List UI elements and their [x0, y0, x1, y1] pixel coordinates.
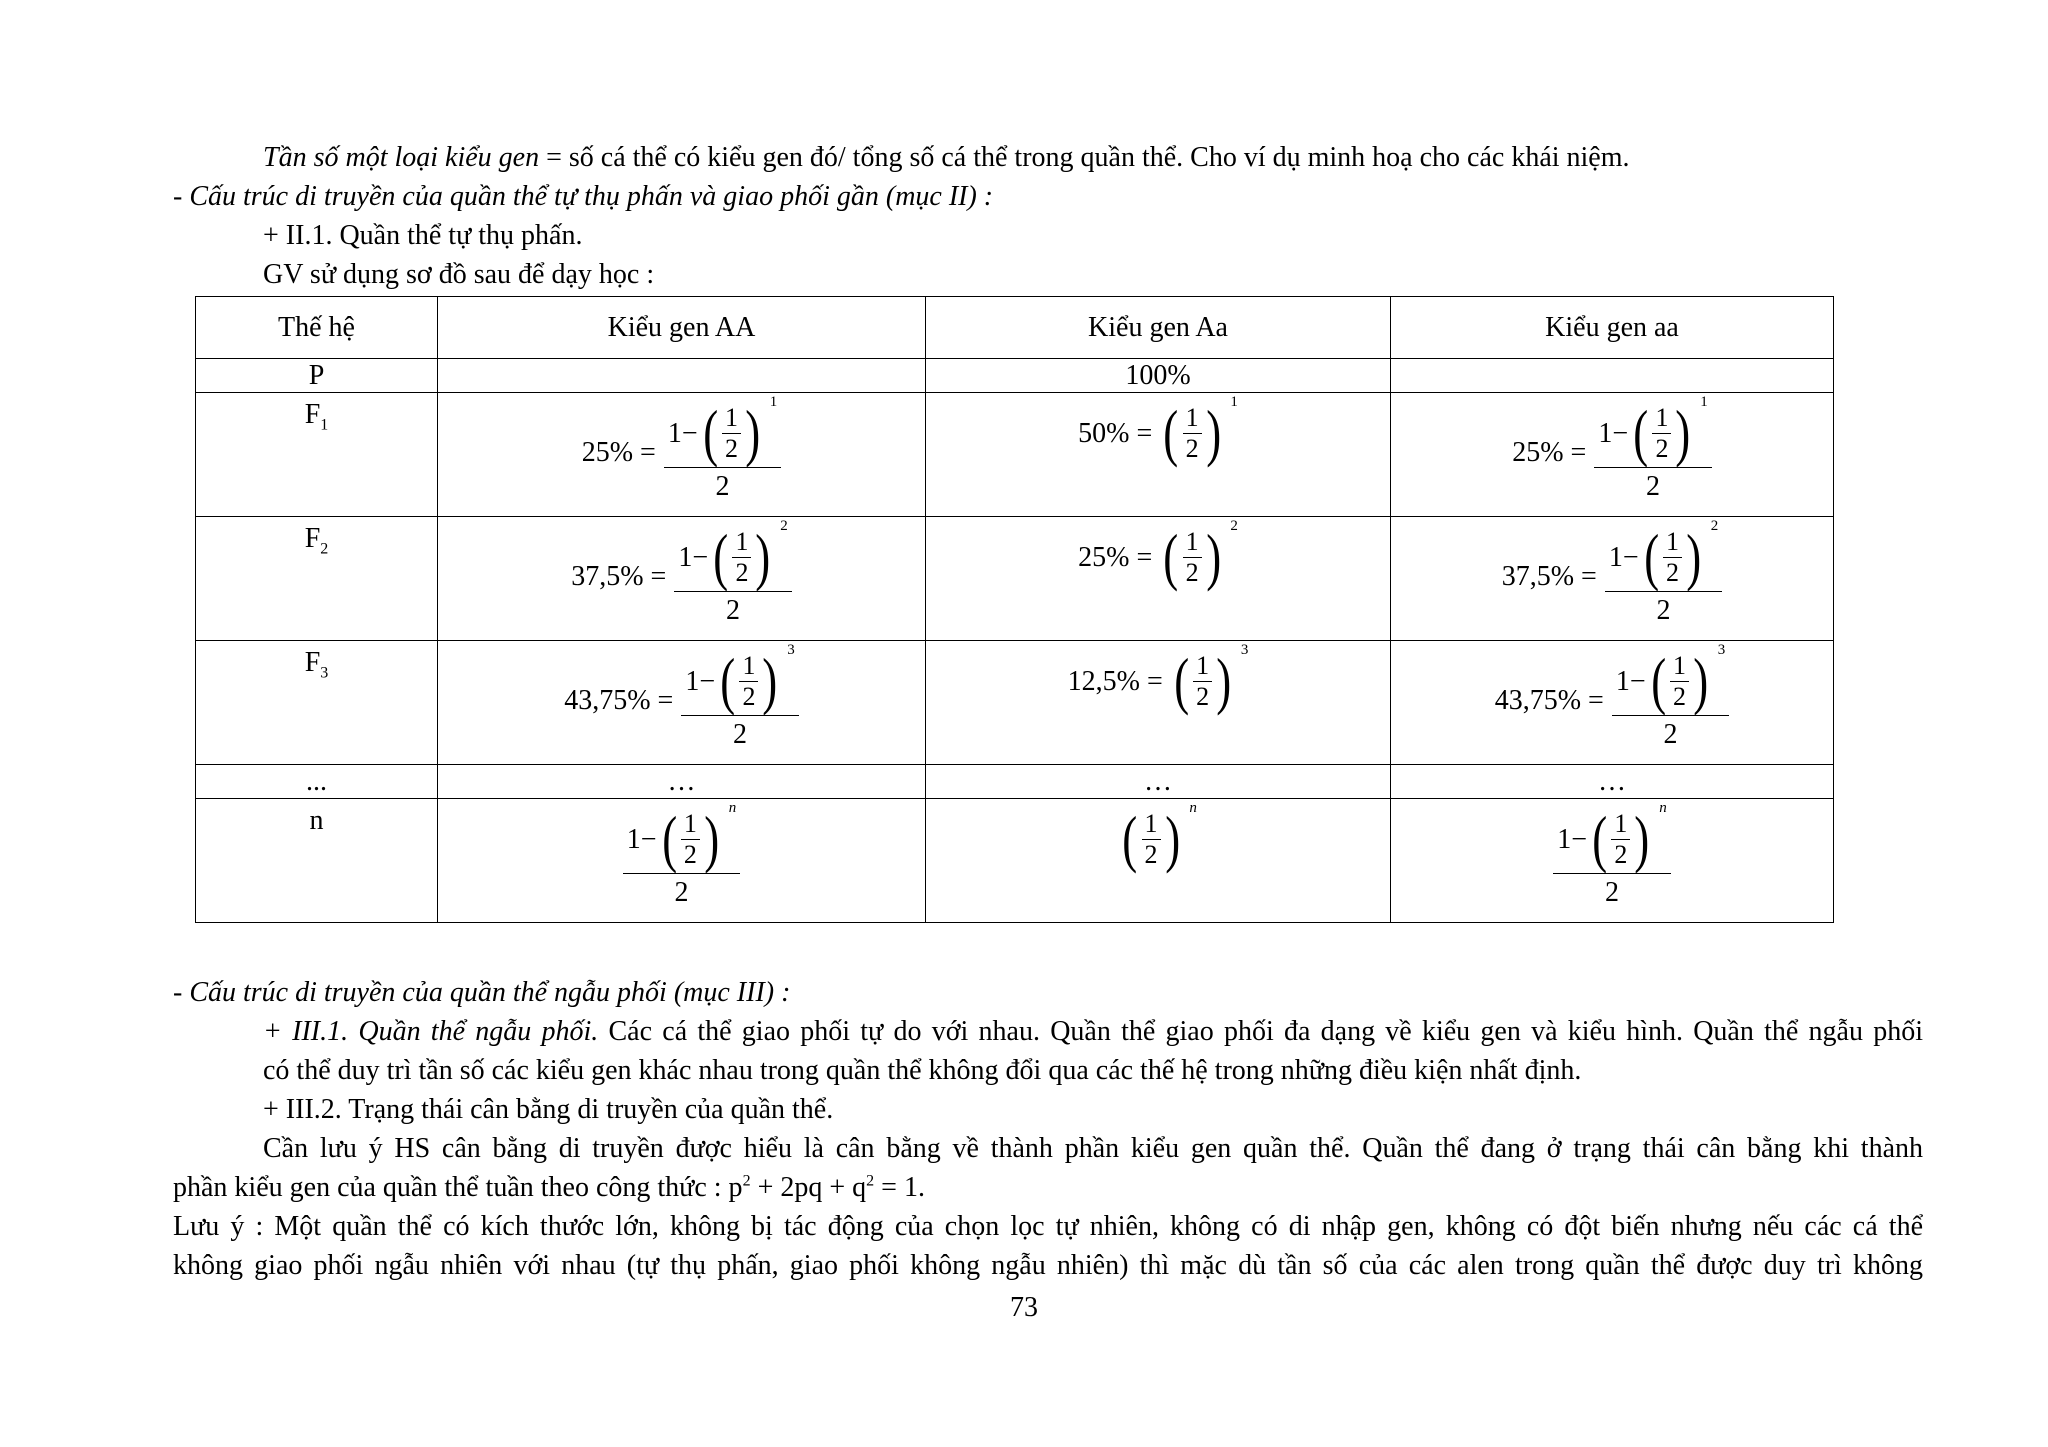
- formula: ( $\frac{1}{2}$ ) 2: [1163, 518, 1238, 592]
- table-row-n: [196, 799, 1834, 923]
- percentage: 25% =: [1512, 437, 1587, 468]
- percentage: 43,75% =: [564, 685, 674, 716]
- percentage: 37,5% =: [1501, 561, 1597, 592]
- subsection-selfing: + II.1. Quần thể tự thụ phấn.: [263, 220, 583, 251]
- formula: ( $\frac{1}{2}$ ) 1: [1163, 394, 1238, 468]
- generation-label: ...: [196, 765, 438, 799]
- formula: 1− ( $\frac{1}{2}$ ) 2 2: [1605, 525, 1722, 628]
- cell-aa: …: [1391, 765, 1834, 799]
- cell-AA: [438, 393, 926, 517]
- table-header-row: [196, 297, 1834, 359]
- table-row-f2: [196, 517, 1834, 641]
- formula: 1− ( $\frac{1}{2}$ ) n 2: [1553, 807, 1670, 910]
- teaching-note: GV sử dụng sơ đồ sau để dạy học :: [263, 259, 655, 290]
- section-heading-selfing: - Cấu trúc di truyền của quần thể tự thụ phấn và giao phối gần (mục II) :: [173, 181, 994, 212]
- generation-label: P: [196, 359, 438, 393]
- cell-aa: [1391, 393, 1834, 517]
- note-line-2: không giao phối ngẫu nhiên với nhau (tự thụ phấn, giao phối không ngẫu nhiên) thì mặc dù tần số của các alen trong quần thể được duy trì không: [173, 1250, 1923, 1281]
- cell-Aa: [926, 393, 1391, 517]
- cell-Aa: …: [926, 765, 1391, 799]
- table-row-f3: [196, 641, 1834, 765]
- generation-label: $F_1$: [196, 393, 438, 517]
- cell-aa: [1391, 641, 1834, 765]
- formula: 1− ( $\frac{1}{2}$ ) 2 2: [674, 525, 791, 628]
- cell-Aa: [926, 799, 1391, 923]
- cell-Aa: [926, 641, 1391, 765]
- subsection-equilibrium: + III.2. Trạng thái cân bằng di truyền của quần thể.: [263, 1094, 834, 1125]
- header-generation: Thế hệ: [196, 297, 438, 359]
- term-genotype-frequency: Tần số một loại kiểu gen: [263, 142, 540, 173]
- cell-AA: [438, 359, 926, 393]
- cell-AA: [438, 641, 926, 765]
- percentage: 12,5% =: [1067, 665, 1163, 697]
- generation-label: $F_2$: [196, 517, 438, 641]
- cell-Aa: [926, 517, 1391, 641]
- header-Aa: Kiểu gen Aa: [926, 297, 1391, 359]
- section-heading-random-mating: - Cấu trúc di truyền của quần thể ngẫu phối (mục III) :: [173, 977, 791, 1008]
- page-number: 73: [1010, 1292, 1038, 1323]
- formula: 1− ( $\frac{1}{2}$ ) n 2: [623, 807, 740, 910]
- note-line-1: Lưu ý : Một quần thể có kích thước lớn, không bị tác động của chọn lọc tự nhiên, không có di nhập gen, không có đột biến nhưng nếu các cá thể: [173, 1211, 1923, 1242]
- paragraph-random-mating-2: có thể duy trì tần số các kiểu gen khác nhau trong quần thể không đổi qua các thế hệ trong những điều kiện nhất định.: [263, 1055, 1582, 1086]
- table-row-f1: [196, 393, 1834, 517]
- cell-AA: …: [438, 765, 926, 799]
- percentage: 43,75% =: [1494, 685, 1604, 716]
- paragraph-equilibrium-1: Cần lưu ý HS cân bằng di truyền được hiểu là cân bằng về thành phần kiểu gen quần thể. Quần thể đang ở trạng thái cân bằng khi thành: [263, 1133, 1923, 1164]
- genotype-frequency-table: [195, 296, 1834, 923]
- percentage: 25% =: [581, 437, 656, 468]
- generation-label: $F_3$: [196, 641, 438, 765]
- cell-AA: [438, 517, 926, 641]
- formula: 1− ( $\frac{1}{2}$ ) 1 2: [1594, 401, 1711, 504]
- formula: ( $\frac{1}{2}$ ) 3: [1173, 642, 1249, 716]
- cell-AA: [438, 799, 926, 923]
- formula: 1− ( $\frac{1}{2}$ ) 1 2: [664, 401, 781, 504]
- formula: 1− ( $\frac{1}{2}$ ) 3 2: [681, 649, 798, 752]
- cell-aa: [1391, 517, 1834, 641]
- paragraph-equilibrium-2: phần kiểu gen của quần thể tuần theo công thức : $p^2 + 2pq + q^2 = 1$.: [173, 1172, 925, 1203]
- paragraph-random-mating-1: + III.1. Quần thể ngẫu phối. Các cá thể giao phối tự do với nhau. Quần thể giao phối đa dạng về kiểu gen và kiểu hình. Quần thể ngẫu phối: [263, 1016, 1923, 1047]
- cell-aa: [1391, 799, 1834, 923]
- cell-Aa: 100%: [926, 359, 1391, 393]
- percentage: 25% =: [1078, 541, 1153, 573]
- formula: 1− ( $\frac{1}{2}$ ) 3 2: [1612, 649, 1729, 752]
- table-row-ellipsis: [196, 765, 1834, 799]
- cell-aa: [1391, 359, 1834, 393]
- formula: ( $\frac{1}{2}$ ) n: [1122, 800, 1197, 874]
- intro-line-1: Tần số một loại kiểu gen = số cá thể có kiểu gen đó/ tổng số cá thể trong quần thể. Cho ví dụ minh hoạ cho các khái niệm.: [263, 142, 1630, 173]
- generation-label: n: [196, 799, 438, 923]
- header-aa: Kiểu gen aa: [1391, 297, 1834, 359]
- header-AA: Kiểu gen AA: [438, 297, 926, 359]
- table-row-p: [196, 359, 1834, 393]
- percentage: 37,5% =: [571, 561, 667, 592]
- percentage: 50% =: [1078, 417, 1153, 449]
